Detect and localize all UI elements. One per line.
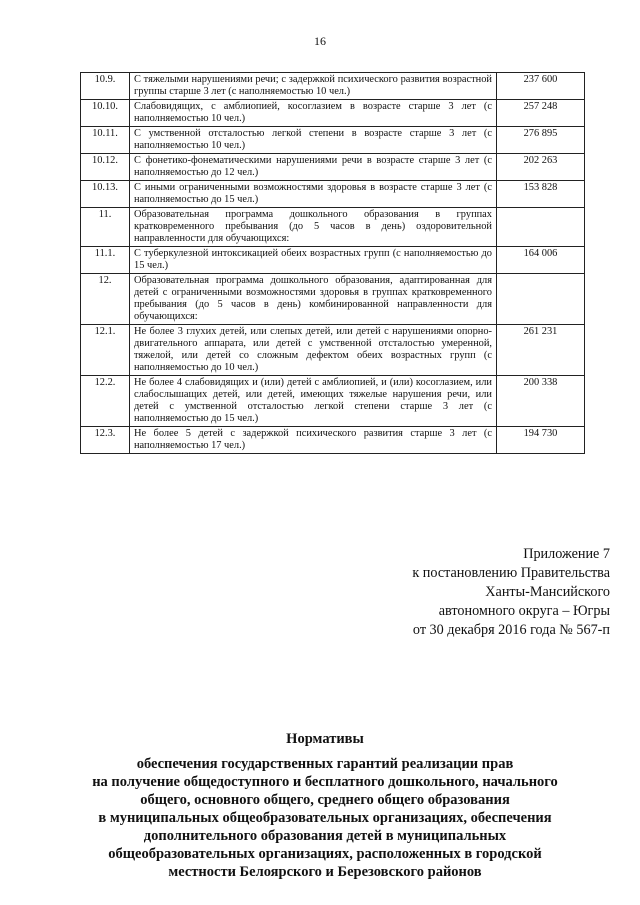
table-row (81, 181, 585, 208)
table-row (81, 73, 585, 100)
row-number: 10.9. (81, 73, 130, 100)
title-line: местности Белоярского и Березовского районов (168, 864, 482, 880)
row-number: 10.11. (81, 127, 130, 154)
title-line: обеспечения государственных гарантий реализации прав (136, 756, 514, 772)
title-heading: Нормативы (286, 731, 364, 747)
table-row (81, 127, 585, 154)
row-value: 261 231 (497, 325, 585, 376)
row-value (497, 208, 585, 247)
title-line: дополнительного образования детей в муниципальных (143, 828, 507, 844)
row-number: 11. (81, 208, 130, 247)
title-line: на получение общедоступного и бесплатного дошкольного, начального (92, 774, 558, 790)
table-row (81, 427, 585, 454)
title-line: общеобразовательных организациях, расположенных в городской (108, 846, 542, 862)
row-value: 202 263 (497, 154, 585, 181)
row-description: С тяжелыми нарушениями речи; с задержкой психического развития возрастной группы старше 3 лет (с наполняемостью 10 чел.) (130, 73, 497, 100)
row-number: 12.2. (81, 376, 130, 427)
row-number: 11.1. (81, 247, 130, 274)
table-row (81, 208, 585, 247)
row-description: С умственной отсталостью легкой степени в возрасте старше 3 лет (с наполняемостью 10 чел.) (130, 127, 497, 154)
title-line: общего, основного общего, среднего общего образования (140, 792, 510, 808)
table-row (81, 100, 585, 127)
row-description: Образовательная программа дошкольного образования, адаптированная для детей с ограниченными возможностями здоровья в группах кратковременного пребывания (до 5 часов в день) комбинированной направленности для обучающихся: (130, 274, 497, 325)
row-number: 12.1. (81, 325, 130, 376)
appendix-line: к постановлению Правительства (412, 565, 610, 581)
row-description: Слабовидящих, с амблиопией, косоглазием в возрасте старше 3 лет (с наполняемостью 10 чел.) (130, 100, 497, 127)
row-description: Не более 5 детей с задержкой психического развития старше 3 лет (с наполняемостью 17 чел.) (130, 427, 497, 454)
row-value: 194 730 (497, 427, 585, 454)
row-number: 12.3. (81, 427, 130, 454)
row-number: 10.10. (81, 100, 130, 127)
row-description: Не более 3 глухих детей, или слепых детей, или детей с нарушениями опорно-двигательного аппарата, или детей с умственной отсталостью умеренной, тяжелой, или детей со сложным дефектом обеих возрастных групп (с наполняемостью до 10 чел.) (130, 325, 497, 376)
row-value: 164 006 (497, 247, 585, 274)
row-description: Не более 4 слабовидящих и (или) детей с амблиопией, и (или) косоглазием, или слабослышащих детей, или детей, имеющих тяжелые нарушения речи, или детей с умственной отсталостью легкой степени старше 3 лет (с наполняемостью до 15 чел.) (130, 376, 497, 427)
row-description: С иными ограниченными возможностями здоровья в возрасте старше 3 лет (с наполняемостью до 15 чел.) (130, 181, 497, 208)
title-line: в муниципальных общеобразовательных организациях, обеспечения (98, 810, 552, 826)
table-row (81, 325, 585, 376)
row-description: С туберкулезной интоксикацией обеих возрастных групп (с наполняемостью до 15 чел.) (130, 247, 497, 274)
row-value: 200 338 (497, 376, 585, 427)
page-number: 16 (314, 34, 326, 48)
norms-table (80, 72, 585, 454)
appendix-line: Приложение 7 (523, 546, 610, 562)
row-value (497, 274, 585, 325)
row-value: 237 600 (497, 73, 585, 100)
row-value: 257 248 (497, 100, 585, 127)
row-description: С фонетико-фонематическими нарушениями речи в возрасте старше 3 лет (с наполняемостью до 12 чел.) (130, 154, 497, 181)
table-row (81, 247, 585, 274)
table-row (81, 376, 585, 427)
table-row (81, 154, 585, 181)
document-title (60, 730, 590, 881)
row-value: 276 895 (497, 127, 585, 154)
appendix-header (290, 545, 610, 640)
row-number: 10.13. (81, 181, 130, 208)
row-number: 10.12. (81, 154, 130, 181)
row-value: 153 828 (497, 181, 585, 208)
appendix-line: Ханты-Мансийского (485, 584, 610, 600)
appendix-line: автономного округа – Югры (438, 603, 610, 619)
table-row (81, 274, 585, 325)
row-number: 12. (81, 274, 130, 325)
row-description: Образовательная программа дошкольного образования в группах кратковременного пребывания (до 5 часов в день) оздоровительной направленности для обучающихся: (130, 208, 497, 247)
appendix-line: от 30 декабря 2016 года № 567-п (412, 622, 610, 638)
